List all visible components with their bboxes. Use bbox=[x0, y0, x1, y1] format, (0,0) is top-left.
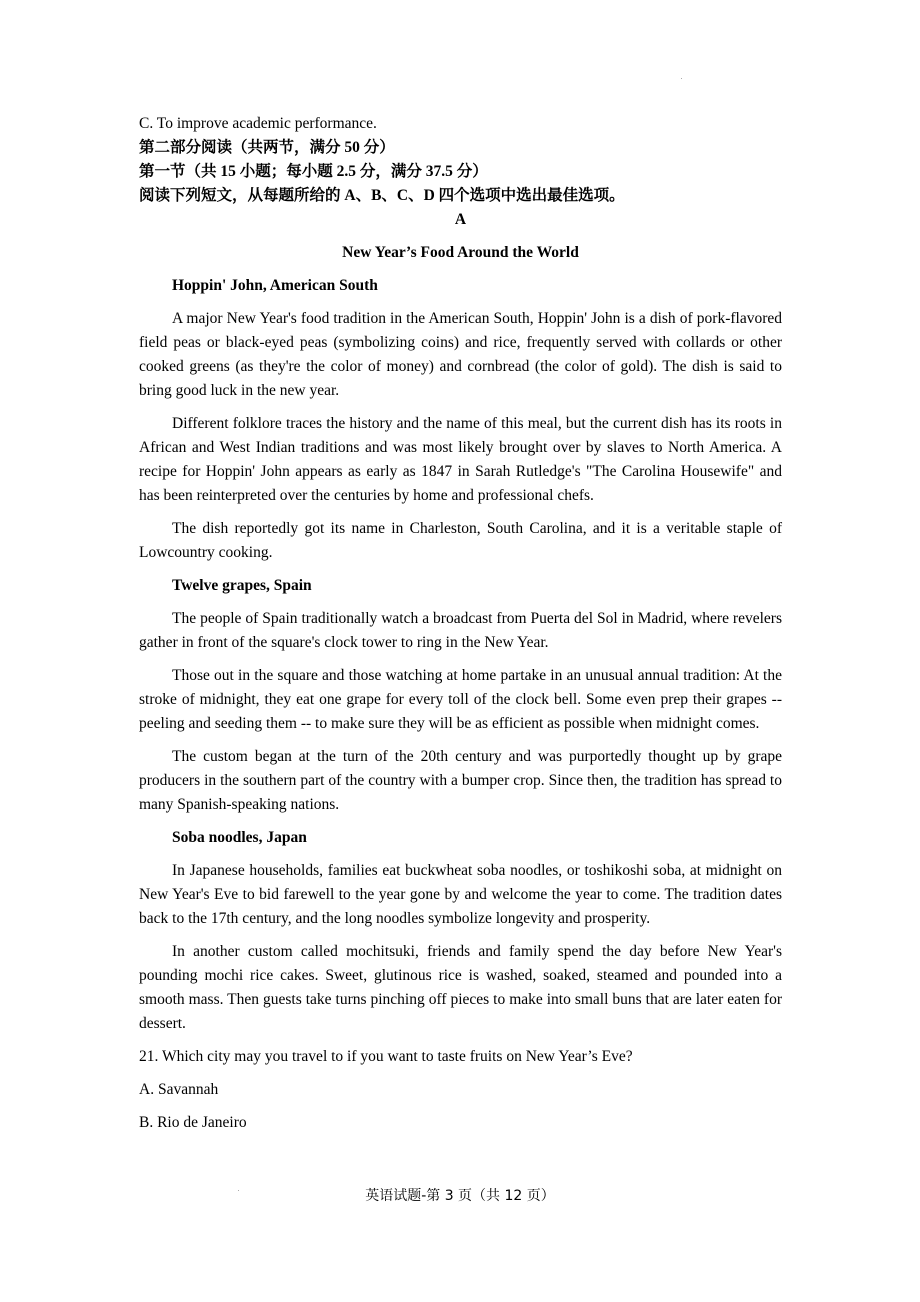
paragraph: In another custom called mochitsuki, friends and family spend the day before New Year's pounding mochi rice cakes. Sweet, glutinous rice is washed, soaked, steamed and pounded into a smooth mass. Then guests take turns pinching off pieces to make into small buns that are later eaten for dessert. bbox=[139, 943, 782, 1032]
paragraph: Those out in the square and those watching at home partake in an unusual annual tradition: At the stroke of midnight, they eat one grape for every toll of the clock bell. Some even prep their grapes -- peeling and seeding them -- to make sure they will be as efficient as possible when midnight comes. bbox=[139, 667, 782, 732]
paragraph: Different folklore traces the history and the name of this meal, but the current dish has its roots in African and West Indian traditions and was most likely brought over by slaves to North America. A recipe for Hoppin' John appears as early as 1847 in Sarah Rutledge's "The Carolina Housewife" and has been reinterpreted over the centuries by home and professional chefs. bbox=[139, 415, 782, 504]
paragraph: The people of Spain traditionally watch a broadcast from Puerta del Sol in Madrid, where revelers gather in front of the square's clock tower to ring in the New Year. bbox=[139, 610, 782, 651]
part-title: 第二部分阅读（共两节，满分 50 分） bbox=[139, 139, 395, 156]
scan-speck bbox=[681, 78, 682, 79]
paragraph: The custom began at the turn of the 20th century and was purportedly thought up by grape producers in the southern part of the country with a bumper crop. Since then, the tradition has spread to many Spanish-speaking nations. bbox=[139, 748, 782, 813]
answer-option-a: A. Savannah bbox=[139, 1081, 219, 1098]
answer-option-b: B. Rio de Janeiro bbox=[139, 1114, 247, 1131]
instructions: 阅读下列短文，从每题所给的 A、B、C、D 四个选项中选出最佳选项。 bbox=[139, 187, 625, 204]
passage-letter: A bbox=[454, 211, 467, 228]
page-footer: 英语试题-第 3 页（共 12 页） bbox=[365, 1188, 555, 1204]
exam-page bbox=[139, 112, 782, 1135]
question-text: 21. Which city may you travel to if you want to taste fruits on New Year’s Eve? bbox=[139, 1048, 633, 1065]
section-heading: Hoppin' John, American South bbox=[172, 277, 378, 294]
previous-question-option: C. To improve academic performance. bbox=[139, 115, 377, 132]
section-heading: Soba noodles, Japan bbox=[172, 829, 307, 846]
subsection-title: 第一节（共 15 小题；每小题 2.5 分，满分 37.5 分） bbox=[139, 163, 488, 180]
paragraph: The dish reportedly got its name in Charleston, South Carolina, and it is a veritable staple of Lowcountry cooking. bbox=[139, 520, 782, 561]
paragraph: A major New Year's food tradition in the American South, Hoppin' John is a dish of pork-flavored field peas or black-eyed peas (symbolizing coins) and rice, frequently served with collards or other cooked greens (as they're the color of money) and cornbread (the color of gold). The dish is said to bring good luck in the new year. bbox=[139, 310, 782, 399]
article-title: New Year’s Food Around the World bbox=[342, 244, 579, 261]
paragraph: In Japanese households, families eat buckwheat soba noodles, or toshikoshi soba, at midnight on New Year's Eve to bid farewell to the year gone by and welcome the year to come. The tradition dates back to the 17th century, and the long noodles symbolize longevity and prosperity. bbox=[139, 862, 782, 927]
section-heading: Twelve grapes, Spain bbox=[172, 577, 312, 594]
